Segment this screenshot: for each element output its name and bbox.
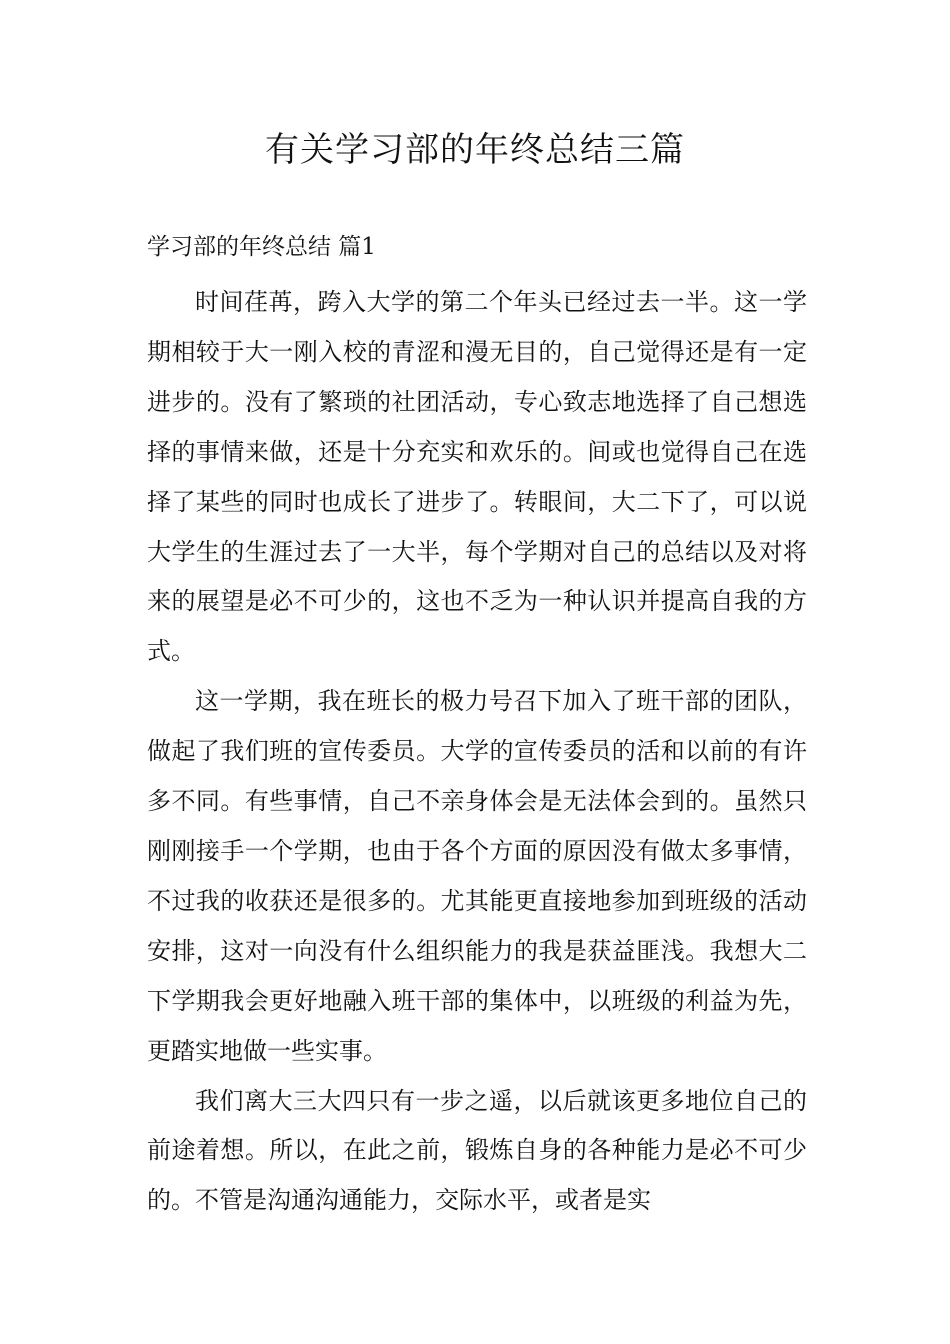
section-heading: 学习部的年终总结 篇1 xyxy=(147,234,376,260)
paragraph-3: 我们离大三大四只有一步之遥，以后就该更多地位自己的前途着想。所以，在此之前，锻炼自身的各种能力是必不可少的。不管是沟通沟通能力，交际水平，或者是实 xyxy=(147,1086,807,1215)
document-body xyxy=(147,278,807,1226)
paragraph-1: 时间荏苒，跨入大学的第二个年头已经过去一半。这一学期相较于大一刚入校的青涩和漫无目的，自己觉得还是有一定进步的。没有了繁琐的社团活动，专心致志地选择了自己想选择的事情来做，还是十分充实和欢乐的。间或也觉得自己在选择了某些的同时也成长了进步了。转眼间，大二下了，可以说大学生的生涯过去了一大半，每个学期对自己的总结以及对将来的展望是必不可少的，这也不乏为一种认识并提高自我的方式。 xyxy=(147,288,807,666)
paragraph-2: 这一学期，我在班长的极力号召下加入了班干部的团队，做起了我们班的宣传委员。大学的宣传委员的活和以前的有许多不同。有些事情，自己不亲身体会是无法体会到的。虽然只刚刚接手一个学期，也由于各个方面的原因没有做太多事情，不过我的收获还是很多的。尤其能更直接地参加到班级的活动安排，这对一向没有什么组织能力的我是获益匪浅。我想大二下学期我会更好地融入班干部的集体中，以班级的利益为先，更踏实地做一些实事。 xyxy=(147,687,807,1065)
document-title: 有关学习部的年终总结三篇 xyxy=(265,130,685,170)
